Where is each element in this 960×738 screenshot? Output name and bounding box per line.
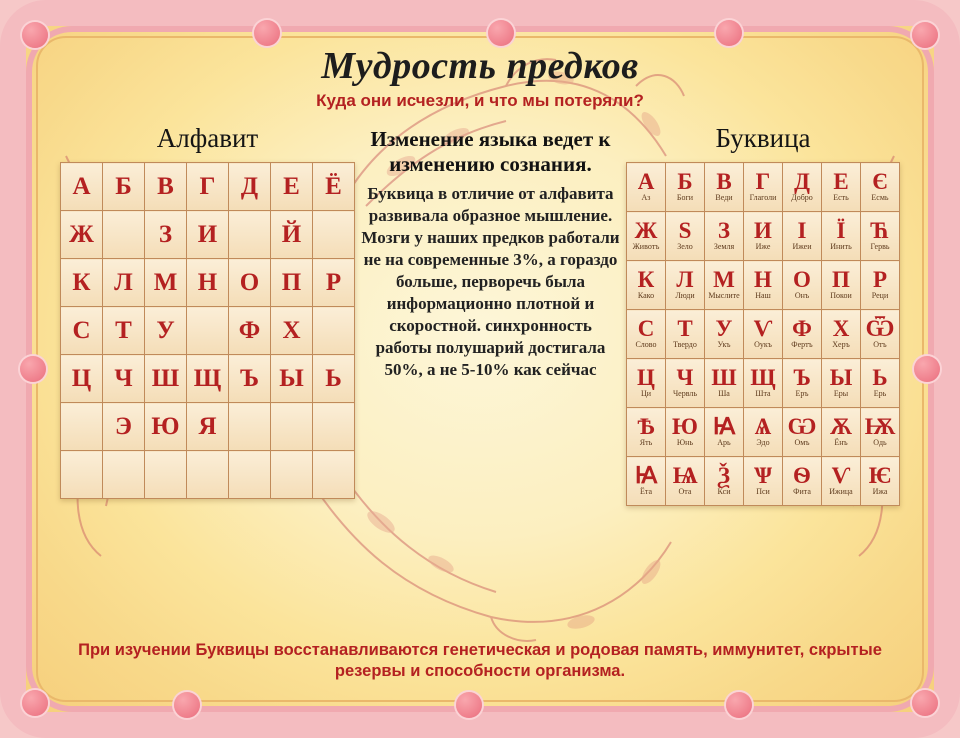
table-row (627, 310, 900, 359)
bukvitsa-letter: З (717, 218, 731, 243)
alphabet-cell: З (145, 211, 187, 259)
bukvitsa-letter-name: Есмь (871, 193, 889, 202)
bukvitsa-letter: Ꙗ (712, 414, 736, 439)
bukvitsa-cell (627, 359, 666, 408)
alphabet-cell-empty (187, 307, 229, 355)
frame-dot (174, 692, 200, 718)
bukvitsa-letter-name: Ижеи (792, 242, 812, 251)
bukvitsa-letter: И (754, 218, 772, 243)
bukvitsa-letter-name: Еры (833, 389, 849, 398)
alphabet-cell-empty (103, 451, 145, 499)
bukvitsa-section (626, 123, 900, 506)
alphabet-cell: П (271, 259, 313, 307)
bukvitsa-cell (783, 408, 822, 457)
footer-note: При изучении Буквицы восстанавливаются генетическая и родовая память, иммунитет, скрытые резервы и способности организма. (78, 641, 882, 680)
bukvitsa-letter-name: Ша (718, 389, 730, 398)
alphabet-cell: К (61, 259, 103, 307)
table-row (61, 307, 355, 355)
alphabet-cell: Ъ (229, 355, 271, 403)
bukvitsa-letter: Ѭ (864, 414, 896, 439)
bukvitsa-letter-name: Шта (755, 389, 771, 398)
bukvitsa-letter-name: Ци (640, 389, 652, 398)
alphabet-section (60, 123, 355, 499)
frame-dot (726, 692, 752, 718)
bukvitsa-letter-name: Твердо (673, 340, 697, 349)
alphabet-cell: Ё (313, 163, 355, 211)
bukvitsa-letter-name: Ять (639, 438, 653, 447)
bukvitsa-letter-name: Укъ (717, 340, 731, 349)
frame-dot (456, 692, 482, 718)
frame-dot (254, 20, 280, 46)
bukvitsa-letter-name: Червль (672, 389, 698, 398)
bukvitsa-letter-name: Ота (678, 487, 692, 496)
bukvitsa-letter: Г (755, 169, 771, 194)
alphabet-cell: Д (229, 163, 271, 211)
bukvitsa-letter-name: Ижа (872, 487, 888, 496)
bukvitsa-letter-name: Херъ (832, 340, 850, 349)
bukvitsa-cell (861, 457, 900, 506)
bukvitsa-letter-name: Оукъ (754, 340, 772, 349)
bukvitsa-letter: П (832, 267, 850, 292)
bukvitsa-letter-name: Земля (713, 242, 735, 251)
middle-body-text: Буквица в отличие от алфавита развивала образное мышление. Мозги у наших предков работали не на современные 3%, а гораздо больше, перворечь была информационно плотной и скоростной. синхронность работы полушарий достигала 50%, а не 5-10% как сейчас (361, 184, 620, 379)
middle-lead-text: Изменение языка ведет к изменению сознания. (370, 127, 611, 176)
bukvitsa-letter: Ѥ (868, 463, 892, 488)
bukvitsa-letter: Р (872, 267, 888, 292)
frame-dot (912, 690, 938, 716)
bukvitsa-letter: Ю (672, 414, 698, 439)
bukvitsa-letter: К (637, 267, 655, 292)
bukvitsa-letter: Ѕ (678, 218, 692, 243)
bukvitsa-letter: А (637, 169, 655, 194)
bukvitsa-letter-name: Одь (873, 438, 887, 447)
bukvitsa-letter-name: Фертъ (791, 340, 813, 349)
bukvitsa-letter-name: Наш (755, 291, 771, 300)
alphabet-cell-empty (229, 211, 271, 259)
alphabet-cell: А (61, 163, 103, 211)
bukvitsa-cell (822, 408, 861, 457)
alphabet-cell: М (145, 259, 187, 307)
alphabet-cell: Ж (61, 211, 103, 259)
alphabet-cell-empty (229, 451, 271, 499)
alphabet-cell-empty (271, 403, 313, 451)
bukvitsa-cell (822, 359, 861, 408)
bukvitsa-letter-name: Онъ (794, 291, 810, 300)
bukvitsa-letter-name: Ёта (639, 487, 653, 496)
alphabet-cell: Ф (229, 307, 271, 355)
bukvitsa-cell (705, 408, 744, 457)
bukvitsa-letter-name: Добро (791, 193, 813, 202)
bukvitsa-letter-name: Эдо (756, 438, 770, 447)
bukvitsa-cell (666, 261, 705, 310)
bukvitsa-letter-name: Гервь (870, 242, 890, 251)
alphabet-cell: Ю (145, 403, 187, 451)
alphabet-cell-empty (271, 451, 313, 499)
bukvitsa-letter: Ѳ (793, 463, 811, 488)
bukvitsa-letter-name: Зело (677, 242, 693, 251)
bukvitsa-letter: Ь (872, 365, 888, 390)
bukvitsa-letter: Ц (637, 365, 655, 390)
bukvitsa-letter-name: Инить (830, 242, 852, 251)
alphabet-cell: С (61, 307, 103, 355)
bukvitsa-letter: Ћ (870, 218, 890, 243)
bukvitsa-letter: Ї (836, 218, 846, 243)
alphabet-cell-empty (313, 451, 355, 499)
bukvitsa-table (626, 162, 900, 506)
bukvitsa-cell (861, 163, 900, 212)
alphabet-cell: Х (271, 307, 313, 355)
bukvitsa-cell (666, 163, 705, 212)
bukvitsa-cell (744, 457, 783, 506)
alphabet-cell: Ь (313, 355, 355, 403)
bukvitsa-letter-name: Покои (830, 291, 852, 300)
alphabet-cell: Ц (61, 355, 103, 403)
bukvitsa-cell (666, 408, 705, 457)
bukvitsa-letter: Ѩ (672, 463, 698, 488)
alphabet-cell: Н (187, 259, 229, 307)
bukvitsa-cell (666, 310, 705, 359)
bukvitsa-letter-name: Юнь (676, 438, 694, 447)
bukvitsa-letter: Ѯ (717, 463, 731, 488)
bukvitsa-cell (783, 212, 822, 261)
bukvitsa-cell (861, 261, 900, 310)
bukvitsa-letter: Ж (634, 218, 658, 243)
bukvitsa-cell (666, 212, 705, 261)
bukvitsa-letter: Б (677, 169, 693, 194)
table-row (61, 211, 355, 259)
table-row (627, 359, 900, 408)
frame-dot (914, 356, 940, 382)
bukvitsa-letter: Ъ (793, 365, 811, 390)
alphabet-cell: У (145, 307, 187, 355)
alphabet-cell: Г (187, 163, 229, 211)
bukvitsa-letter-name: Фита (793, 487, 811, 496)
bukvitsa-cell (744, 359, 783, 408)
bukvitsa-letter: Д (794, 169, 810, 194)
bukvitsa-letter-name: Ерь (873, 389, 887, 398)
bukvitsa-cell (705, 359, 744, 408)
bukvitsa-letter: В (716, 169, 732, 194)
bukvitsa-letter: Л (676, 267, 694, 292)
bukvitsa-letter: М (713, 267, 735, 292)
frame-dot (488, 20, 514, 46)
bukvitsa-letter-name: Есть (833, 193, 849, 202)
table-row (627, 163, 900, 212)
bukvitsa-cell (705, 163, 744, 212)
alphabet-cell: Я (187, 403, 229, 451)
bukvitsa-letter: Ы (829, 365, 853, 390)
bukvitsa-letter: Ѵ (831, 463, 851, 488)
bukvitsa-letter-name: Люди (675, 291, 695, 300)
bukvitsa-cell (783, 359, 822, 408)
bukvitsa-letter-name: Арь (717, 438, 731, 447)
frame-dot (22, 690, 48, 716)
bukvitsa-letter: І (797, 218, 807, 243)
bukvitsa-cell (705, 212, 744, 261)
alphabet-cell-empty (313, 211, 355, 259)
bukvitsa-letter: Ѫ (829, 414, 853, 439)
bukvitsa-letter: Х (832, 316, 850, 341)
frame-dot (22, 22, 48, 48)
bukvitsa-cell (744, 261, 783, 310)
bukvitsa-letter-name: Слово (635, 340, 657, 349)
alphabet-cell-empty (313, 403, 355, 451)
bukvitsa-letter-name: Ижица (829, 487, 853, 496)
page-title: Мудрость предков (321, 45, 639, 87)
columns (60, 123, 900, 506)
bukvitsa-cell (705, 457, 744, 506)
alphabet-cell: Ч (103, 355, 145, 403)
bukvitsa-letter-name: Боги (676, 193, 694, 202)
bukvitsa-letter: Ш (711, 365, 737, 390)
bukvitsa-letter: Щ (750, 365, 776, 390)
alphabet-cell: Л (103, 259, 145, 307)
alphabet-cell: Щ (187, 355, 229, 403)
bukvitsa-letter: Т (677, 316, 693, 341)
alphabet-cell-empty (61, 451, 103, 499)
bukvitsa-cell (666, 457, 705, 506)
bukvitsa-cell (861, 212, 900, 261)
bukvitsa-cell (822, 261, 861, 310)
bukvitsa-letter-name: Како (637, 291, 655, 300)
bukvitsa-cell (783, 457, 822, 506)
table-row (627, 261, 900, 310)
alphabet-cell: Й (271, 211, 313, 259)
bukvitsa-cell (783, 310, 822, 359)
alphabet-cell: О (229, 259, 271, 307)
bukvitsa-letter: Ѱ (754, 463, 772, 488)
bukvitsa-cell (861, 408, 900, 457)
bukvitsa-cell (861, 310, 900, 359)
bukvitsa-letter-name: Веди (715, 193, 733, 202)
bukvitsa-letter-name: Ёнъ (834, 438, 848, 447)
bukvitsa-letter: Ѡ (787, 414, 817, 439)
bukvitsa-letter: О (793, 267, 811, 292)
bukvitsa-cell (627, 457, 666, 506)
page-subtitle: Куда они исчезли, и что мы потеряли? (316, 91, 644, 110)
bukvitsa-letter-name: Еръ (795, 389, 809, 398)
table-row (61, 355, 355, 403)
bukvitsa-cell (822, 212, 861, 261)
bukvitsa-letter: Ѿ (865, 316, 895, 341)
table-row (627, 408, 900, 457)
bukvitsa-cell (627, 261, 666, 310)
table-row (61, 403, 355, 451)
alphabet-cell-empty (313, 307, 355, 355)
bukvitsa-cell (705, 310, 744, 359)
bukvitsa-letter-name: Кси (717, 487, 731, 496)
bukvitsa-cell (744, 408, 783, 457)
bukvitsa-cell (822, 310, 861, 359)
poster-content (60, 44, 900, 690)
bukvitsa-cell (783, 163, 822, 212)
bukvitsa-letter: Ч (676, 365, 694, 390)
alphabet-cell-empty (61, 403, 103, 451)
bukvitsa-letter-name: Пси (756, 487, 770, 496)
bukvitsa-cell (861, 359, 900, 408)
bukvitsa-letter: Н (754, 267, 772, 292)
alphabet-cell-empty (229, 403, 271, 451)
alphabet-cell: Р (313, 259, 355, 307)
bukvitsa-letter: Ф (792, 316, 812, 341)
alphabet-cell: Ш (145, 355, 187, 403)
alphabet-cell: Т (103, 307, 145, 355)
bukvitsa-cell (627, 212, 666, 261)
alphabet-cell-empty (103, 211, 145, 259)
frame-dot (716, 20, 742, 46)
alphabet-cell: Б (103, 163, 145, 211)
bukvitsa-cell (666, 359, 705, 408)
bukvitsa-cell (744, 310, 783, 359)
bukvitsa-heading: Буквица (715, 123, 811, 153)
middle-text-block (360, 123, 622, 381)
bukvitsa-cell (744, 163, 783, 212)
bukvitsa-letter: Е (833, 169, 849, 194)
bukvitsa-cell (627, 408, 666, 457)
table-row (627, 457, 900, 506)
alphabet-cell: В (145, 163, 187, 211)
alphabet-cell-empty (187, 451, 229, 499)
bukvitsa-cell (822, 163, 861, 212)
bukvitsa-letter-name: Реци (871, 291, 889, 300)
alphabet-cell-empty (145, 451, 187, 499)
bukvitsa-letter: С (637, 316, 655, 341)
frame-dot (912, 22, 938, 48)
frame-dot (20, 356, 46, 382)
bukvitsa-cell (783, 261, 822, 310)
alphabet-cell: И (187, 211, 229, 259)
alphabet-cell: Ы (271, 355, 313, 403)
bukvitsa-cell (822, 457, 861, 506)
bukvitsa-letter: У (715, 316, 733, 341)
bukvitsa-cell (627, 310, 666, 359)
alphabet-table (60, 162, 355, 499)
table-row (61, 163, 355, 211)
bukvitsa-letter: Ѧ (754, 414, 772, 439)
table-row (61, 259, 355, 307)
table-row (627, 212, 900, 261)
bukvitsa-letter: Ꙗ (634, 463, 658, 488)
bukvitsa-letter-name: Аз (641, 193, 651, 202)
bukvitsa-letter: Є (872, 169, 888, 194)
bukvitsa-cell (705, 261, 744, 310)
alphabet-cell: Е (271, 163, 313, 211)
bukvitsa-letter-name: Омъ (794, 438, 810, 447)
bukvitsa-letter-name: Иже (755, 242, 771, 251)
table-row (61, 451, 355, 499)
bukvitsa-letter-name: Глаголи (749, 193, 777, 202)
bukvitsa-letter-name: Мыслите (708, 291, 740, 300)
bukvitsa-cell (627, 163, 666, 212)
alphabet-heading: Алфавит (156, 123, 259, 153)
bukvitsa-letter-name: Животъ (632, 242, 660, 251)
bukvitsa-cell (744, 212, 783, 261)
bukvitsa-letter: Ѵ (753, 316, 773, 341)
alphabet-cell: Э (103, 403, 145, 451)
bukvitsa-letter-name: Отъ (873, 340, 887, 349)
bukvitsa-letter: Ѣ (637, 414, 655, 439)
